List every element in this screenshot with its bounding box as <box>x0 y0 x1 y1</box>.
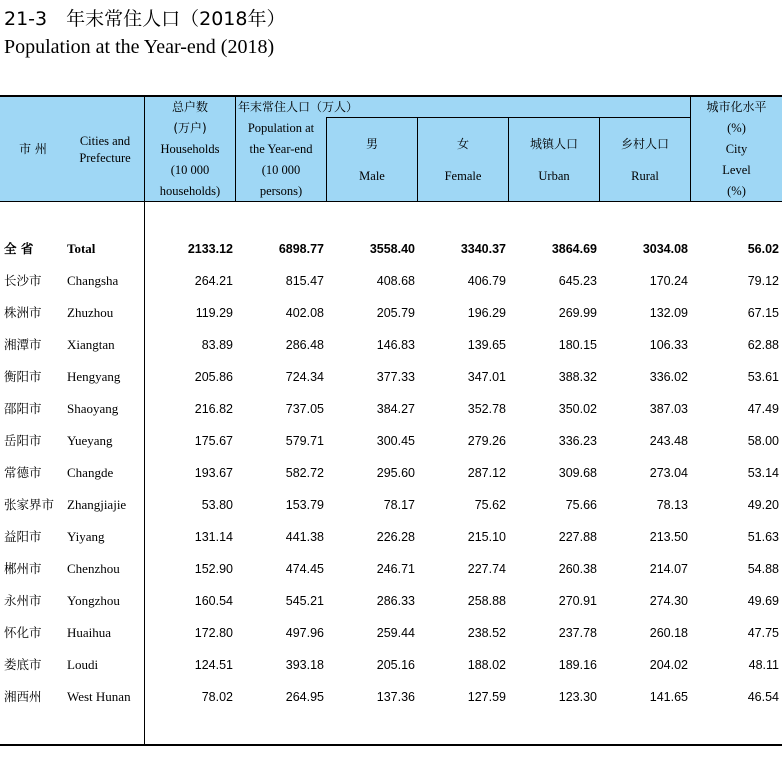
cell-female: 139.65 <box>467 338 506 352</box>
city-name-cn: 湘潭市 <box>4 337 42 352</box>
table-row <box>0 361 782 393</box>
cell-rural: 170.24 <box>649 274 688 288</box>
city-name-cn: 益阳市 <box>4 529 42 544</box>
cell-population: 737.05 <box>285 402 324 416</box>
cell-level: 62.88 <box>747 338 779 352</box>
cell-urban: 189.16 <box>558 658 597 672</box>
city-name-cn: 永州市 <box>4 593 42 608</box>
cell-rural: 387.03 <box>649 402 688 416</box>
cell-male: 408.68 <box>376 274 415 288</box>
cell-level: 54.88 <box>747 562 779 576</box>
cell-female: 238.52 <box>467 626 506 640</box>
cell-urban: 336.23 <box>558 434 597 448</box>
cell-households: 131.14 <box>194 530 233 544</box>
cell-households: 53.80 <box>201 498 233 512</box>
cell-male: 246.71 <box>376 562 415 576</box>
cell-female: 279.26 <box>467 434 506 448</box>
cell-rural: 106.33 <box>649 338 688 352</box>
cell-female: 188.02 <box>467 658 506 672</box>
cell-female: 196.29 <box>467 306 506 320</box>
table-row <box>0 425 782 457</box>
cell-male: 226.28 <box>376 530 415 544</box>
cell-households: 78.02 <box>201 690 233 704</box>
header-male: 男 Male <box>359 136 385 183</box>
cell-rural: 78.13 <box>656 498 688 512</box>
cell-rural: 336.02 <box>649 370 688 384</box>
cell-urban: 123.30 <box>558 690 597 704</box>
cell-female: 227.74 <box>467 562 506 576</box>
cell-level: 49.20 <box>747 498 779 512</box>
cell-female: 352.78 <box>467 402 506 416</box>
cell-male: 300.45 <box>376 434 415 448</box>
city-name-en: Yongzhou <box>67 593 120 608</box>
cell-population: 815.47 <box>285 274 324 288</box>
cell-male: 137.36 <box>376 690 415 704</box>
city-name-en: Loudi <box>67 657 99 672</box>
cell-level: 46.54 <box>747 690 779 704</box>
table-title-cn: 21-3 年末常住人口（2018年） <box>4 8 286 30</box>
table-title-en: Population at the Year-end (2018) <box>4 36 275 58</box>
cell-male: 384.27 <box>376 402 415 416</box>
cell-level: 48.11 <box>748 658 779 672</box>
cell-population: 441.38 <box>285 530 324 544</box>
cell-level: 58.00 <box>747 434 779 448</box>
cell-level: 67.15 <box>747 306 779 320</box>
header-rural: 乡村人口 Rural <box>620 136 669 183</box>
cell-male: 377.33 <box>376 370 415 384</box>
cell-male: 205.79 <box>376 306 415 320</box>
city-name-en: Changde <box>67 465 114 480</box>
table-row <box>0 329 782 361</box>
cell-male: 295.60 <box>376 466 415 480</box>
table-row <box>0 265 782 297</box>
table-row <box>0 297 782 329</box>
cell-population: 579.71 <box>285 434 324 448</box>
cell-urban: 260.38 <box>558 562 597 576</box>
cell-households: 172.80 <box>194 626 233 640</box>
cell-population: 264.95 <box>285 690 324 704</box>
city-name-cn: 娄底市 <box>4 657 42 672</box>
cell-urban: 237.78 <box>558 626 597 640</box>
header-city-cn: 市 州 <box>19 142 47 156</box>
table-row <box>0 489 782 521</box>
cell-rural: 141.65 <box>649 690 688 704</box>
table-row-total <box>0 233 782 265</box>
header-population-group: 年末常住人口（万人） <box>238 99 359 114</box>
cell-urban: 227.88 <box>558 530 597 544</box>
cell-female: 406.79 <box>467 274 506 288</box>
cell-male: 3558.40 <box>369 242 415 256</box>
header-city-en: Cities and Prefecture <box>79 133 131 165</box>
cell-level: 49.69 <box>747 594 779 608</box>
city-name-cn: 全 省 <box>4 241 34 256</box>
cell-households: 83.89 <box>201 338 233 352</box>
cell-population: 582.72 <box>285 466 324 480</box>
cell-level: 53.14 <box>747 466 779 480</box>
cell-rural: 274.30 <box>649 594 688 608</box>
cell-male: 205.16 <box>376 658 415 672</box>
cell-households: 2133.12 <box>187 242 233 256</box>
city-name-en: Shaoyang <box>67 401 119 416</box>
cell-level: 56.02 <box>747 242 779 256</box>
cell-population: 393.18 <box>285 658 324 672</box>
cell-population: 724.34 <box>285 370 324 384</box>
cell-rural: 213.50 <box>649 530 688 544</box>
cell-population: 474.45 <box>285 562 324 576</box>
cell-population: 497.96 <box>285 626 324 640</box>
cell-level: 51.63 <box>747 530 779 544</box>
cell-urban: 350.02 <box>558 402 597 416</box>
city-name-cn: 长沙市 <box>4 273 42 288</box>
city-name-cn: 湘西州 <box>4 689 42 704</box>
cell-households: 160.54 <box>194 594 233 608</box>
city-name-en: Hengyang <box>67 369 121 384</box>
cell-female: 287.12 <box>467 466 506 480</box>
bottom-rule <box>0 744 782 746</box>
cell-households: 264.21 <box>194 274 233 288</box>
cell-population: 402.08 <box>285 306 324 320</box>
table-row <box>0 457 782 489</box>
city-name-cn: 怀化市 <box>4 625 42 640</box>
city-name-cn: 岳阳市 <box>4 433 42 448</box>
city-name-cn: 衡阳市 <box>4 369 42 384</box>
header-population: Population at the Year-end (10 000 persons) <box>247 120 315 198</box>
city-name-en: West Hunan <box>67 689 131 704</box>
cell-population: 6898.77 <box>278 242 324 256</box>
table-row <box>0 617 782 649</box>
table-row <box>0 553 782 585</box>
header-households: 总户数 (万户) Households (10 000 households) <box>159 100 221 198</box>
city-name-en: Xiangtan <box>67 337 115 352</box>
cell-rural: 3034.08 <box>642 242 688 256</box>
city-name-cn: 郴州市 <box>4 561 42 576</box>
header-urbanization: 城市化水平 (%) City Level (%) <box>706 100 767 198</box>
cell-male: 259.44 <box>376 626 415 640</box>
cell-level: 47.49 <box>747 402 779 416</box>
cell-households: 152.90 <box>194 562 233 576</box>
cell-urban: 388.32 <box>558 370 597 384</box>
table-row <box>0 681 782 713</box>
city-name-en: Zhangjiajie <box>67 497 127 512</box>
cell-level: 79.12 <box>747 274 779 288</box>
city-name-en: Yiyang <box>67 529 105 544</box>
cell-rural: 214.07 <box>649 562 688 576</box>
cell-rural: 260.18 <box>649 626 688 640</box>
cell-urban: 645.23 <box>558 274 597 288</box>
cell-population: 153.79 <box>285 498 324 512</box>
header-urban: 城镇人口 Urban <box>529 136 578 183</box>
cell-female: 347.01 <box>467 370 506 384</box>
cell-level: 47.75 <box>747 626 779 640</box>
city-name-cn: 张家界市 <box>4 497 55 512</box>
cell-urban: 180.15 <box>558 338 597 352</box>
cell-population: 286.48 <box>285 338 324 352</box>
header-female: 女 Female <box>444 136 482 183</box>
city-name-en: Total <box>67 241 96 256</box>
cell-urban: 309.68 <box>558 466 597 480</box>
cell-female: 258.88 <box>467 594 506 608</box>
cell-households: 193.67 <box>194 466 233 480</box>
city-name-cn: 常德市 <box>4 465 42 480</box>
cell-female: 127.59 <box>467 690 506 704</box>
cell-male: 286.33 <box>376 594 415 608</box>
cell-urban: 3864.69 <box>551 242 597 256</box>
city-name-en: Zhuzhou <box>67 305 114 320</box>
table-row <box>0 649 782 681</box>
cell-rural: 243.48 <box>649 434 688 448</box>
cell-rural: 204.02 <box>649 658 688 672</box>
cell-rural: 273.04 <box>649 466 688 480</box>
cell-rural: 132.09 <box>649 306 688 320</box>
cell-urban: 269.99 <box>558 306 597 320</box>
city-name-en: Yueyang <box>67 433 113 448</box>
cell-urban: 270.91 <box>558 594 597 608</box>
cell-female: 3340.37 <box>460 242 506 256</box>
cell-households: 124.51 <box>194 658 233 672</box>
cell-level: 53.61 <box>747 370 779 384</box>
cell-urban: 75.66 <box>565 498 597 512</box>
city-name-en: Huaihua <box>67 625 112 640</box>
table-row <box>0 393 782 425</box>
population-table <box>0 95 782 746</box>
cell-households: 119.29 <box>195 306 233 320</box>
city-name-en: Changsha <box>67 273 119 288</box>
city-name-cn: 株洲市 <box>4 305 42 320</box>
cell-female: 215.10 <box>467 530 506 544</box>
city-name-cn: 邵阳市 <box>4 401 42 416</box>
cell-households: 216.82 <box>194 402 233 416</box>
table-row <box>0 585 782 617</box>
cell-male: 146.83 <box>376 338 415 352</box>
cell-population: 545.21 <box>285 594 324 608</box>
cell-households: 175.67 <box>194 434 233 448</box>
city-name-en: Chenzhou <box>67 561 120 576</box>
cell-households: 205.86 <box>194 370 233 384</box>
cell-male: 78.17 <box>383 498 415 512</box>
cell-female: 75.62 <box>474 498 506 512</box>
table-row <box>0 521 782 553</box>
